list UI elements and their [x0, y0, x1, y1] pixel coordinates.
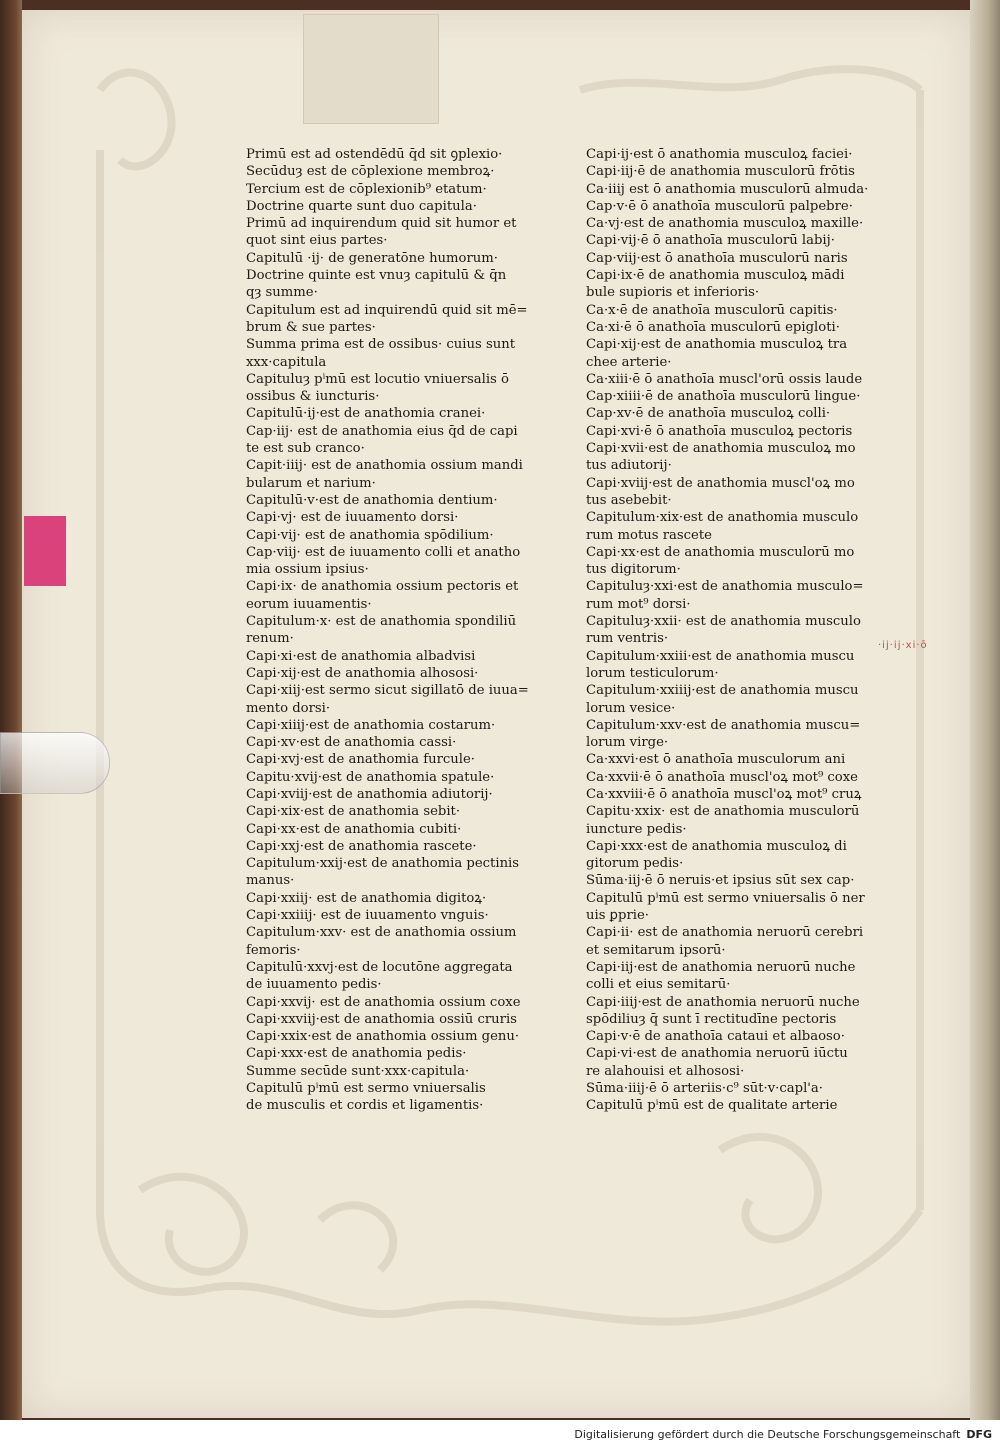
- text-line: Capi·iiij·est de anathomia neruorū nuche: [586, 994, 860, 1010]
- text-line: Capi·xiiij·est de anathomia costarum·: [246, 717, 496, 733]
- text-line: lorum testiculorum·: [586, 665, 719, 681]
- text-line: Capi·xiij·est sermo sicut sigillatō de iuua=: [246, 683, 529, 699]
- text-line: Cap·xv·ē de anathoīa musculoꝝ colli·: [586, 406, 831, 422]
- text-line: Capitulum·x· est de anathomia spondiliū: [246, 614, 517, 630]
- text-line: Capituluȝ pⁱmū est locutio vniuersalis ō: [246, 371, 509, 387]
- text-line: chee arterie·: [586, 354, 672, 370]
- text-line: Ca·vj·est de anathomia musculoꝝ maxille·: [586, 216, 864, 232]
- text-line: Doctrine quarte sunt duo capitula·: [246, 198, 477, 214]
- text-line: Capi·xij·est de anathomia musculoꝝ tra: [586, 337, 848, 353]
- text-line: qȝ summe·: [246, 285, 318, 301]
- text-line: Capitulum est ad inquirendū quid sit mē=: [246, 302, 528, 318]
- dfg-logo: DFG: [966, 1427, 992, 1441]
- text-line: Cap·viij· est de iuuamento colli et anatho: [246, 544, 521, 560]
- text-line: Capi·vj· est de iuuamento dorsi·: [246, 510, 459, 526]
- text-line: Capit·iiij· est de anathomia ossium mandi: [246, 458, 523, 474]
- text-line: Capitu·xxix· est de anathomia musculorū: [586, 804, 860, 820]
- text-line: Primū ad inquirendum quid sit humor et: [246, 216, 517, 232]
- text-line: Cap·v·ē ō anathoīa musculorū palpebre·: [586, 198, 853, 214]
- text-line: Ca·iiij est ō anathomia musculorū almuda·: [586, 181, 869, 197]
- text-line: Capi·xvi·ē ō anathoīa musculoꝝ pectoris: [586, 423, 853, 439]
- text-line: Cap·viij·est ō anathoīa musculorū naris: [586, 250, 848, 266]
- text-column-right: [586, 146, 876, 1115]
- text-line: Capi·ii· est de anathomia neruorū cerebri: [586, 925, 864, 941]
- text-line: Capi·ix·ē de anathomia musculoꝝ mādi: [586, 268, 845, 284]
- text-line: xxx·capitula: [246, 354, 327, 370]
- text-line: Ca·xi·ē ō anathoīa musculorū epigloti·: [586, 319, 840, 335]
- text-line: Capi·ij·est ō anathomia musculoꝝ faciei·: [586, 147, 853, 162]
- text-line: Capi·vij·ē ō anathoīa musculorū labij·: [586, 233, 835, 249]
- text-line: Capitulū pⁱmū est sermo vniuersalis: [246, 1081, 486, 1097]
- text-line: ossibus & iuncturis·: [246, 389, 380, 405]
- text-line: Summe secūde sunt·xxx·capitula·: [246, 1063, 470, 1079]
- text-line: Capitulū·xxvj·est de locutōne aggregata: [246, 959, 513, 975]
- page-clip: [0, 732, 110, 794]
- text-line: Capi·xxx·est de anathomia pedis·: [246, 1046, 467, 1062]
- text-line: Capi·xxix·est de anathomia ossium genu·: [246, 1029, 520, 1045]
- text-line: Secūduȝ est de cōplexione membroꝝ·: [246, 164, 495, 180]
- text-line: iuncture pedis·: [586, 821, 687, 837]
- text-line: Primū est ad ostendēdū q̄d sit ꝯplexio·: [246, 147, 503, 162]
- text-line: Capitulū·ij·est de anathomia cranei·: [246, 406, 486, 422]
- text-line: Capi·v·ē de anathoīa cataui et albaoso·: [586, 1029, 845, 1045]
- text-line: rum ventris·: [586, 631, 669, 647]
- text-line: Capi·xvj·est de anathomia furcule·: [246, 752, 475, 768]
- text-line: colli et eius semitarū·: [586, 977, 731, 993]
- text-line: Capitulum·xxv·est de anathomia muscu=: [586, 717, 861, 733]
- text-line: Tercium est de cōplexionib⁹ etatum·: [246, 181, 487, 197]
- text-line: quot sint eius partes·: [246, 233, 388, 249]
- text-line: Capi·xv·est de anathomia cassi·: [246, 735, 457, 751]
- margin-annotation: ·ij·ij·xi·ō: [878, 640, 928, 651]
- text-line: Capi·ix· de anathomia ossium pectoris et: [246, 579, 519, 595]
- text-line: Capi·xxviij·est de anathomia ossiū cruris: [246, 1011, 517, 1027]
- repair-patch: [303, 14, 439, 124]
- text-line: de musculis et cordis et ligamentis·: [246, 1098, 484, 1114]
- text-line: femoris·: [246, 942, 301, 958]
- text-line: tus digitorum·: [586, 562, 681, 578]
- bookmark-tab: [24, 516, 66, 586]
- text-line: Capitulū ·ij· de generatōne humorum·: [246, 250, 498, 266]
- text-line: Capituluȝ·xxi·est de anathomia musculo=: [586, 579, 864, 595]
- text-line: Sūma·iij·ē ō neruis·et ipsius sūt sex cap·: [586, 873, 855, 889]
- text-line: renum·: [246, 631, 294, 647]
- text-line: Capi·xxx·est de anathomia musculoꝝ di: [586, 838, 847, 854]
- text-line: Summa prima est de ossibus· cuius sunt: [246, 337, 515, 353]
- text-line: rum mot⁹ dorsi·: [586, 596, 691, 612]
- text-line: lorum virge·: [586, 735, 669, 751]
- text-line: Capitu·xvij·est de anathomia spatule·: [246, 769, 495, 785]
- text-line: mento dorsi·: [246, 700, 331, 716]
- text-line: Capi·vij· est de anathomia spōdilium·: [246, 527, 494, 543]
- text-line: Capi·xviij·est de anathomia adiutorij·: [246, 786, 493, 802]
- text-line: et semitarum ipsorū·: [586, 942, 726, 958]
- text-line: Capi·xx·est de anathomia musculorū mo: [586, 544, 855, 560]
- text-line: Capitulum·xxiii·est de anathomia muscu: [586, 648, 855, 664]
- text-line: eorum iuuamentis·: [246, 596, 372, 612]
- text-line: Capitulum·xxiiij·est de anathomia muscu: [586, 683, 859, 699]
- text-line: rum motus rascete: [586, 527, 712, 543]
- text-line: Capi·xvii·est de anathomia musculoꝝ mo: [586, 441, 856, 457]
- text-line: Capi·iij·ē de anathomia musculorū frōtis: [586, 164, 855, 180]
- text-line: Capituluȝ·xxii· est de anathomia musculo: [586, 614, 861, 630]
- footer-bar: [0, 1420, 1000, 1448]
- text-line: tus asebebit·: [586, 492, 672, 508]
- text-line: uis ꝑprie·: [586, 908, 650, 924]
- text-line: bule supioris et inferioris·: [586, 285, 760, 301]
- text-line: Capi·xxiiij· est de iuuamento vnguis·: [246, 908, 489, 924]
- text-line: Capi·xxvij· est de anathomia ossium coxe: [246, 994, 521, 1010]
- text-line: Capi·iij·est de anathomia neruorū nuche: [586, 959, 856, 975]
- text-line: Cap·iij· est de anathomia eius q̄d de capi: [246, 423, 518, 439]
- text-line: Sūma·iiij·ē ō arteriis·c⁹ sūt·v·capl'a·: [586, 1081, 823, 1097]
- text-line: Ca·xxviii·ē ō anathoīa muscl'oꝝ mot⁹ cruꝝ: [586, 786, 862, 802]
- text-line: Cap·xiiii·ē de anathoīa musculorū lingue·: [586, 389, 861, 405]
- text-line: Ca·xxvi·est ō anathoīa musculorum ani: [586, 752, 846, 768]
- text-line: Doctrine quinte est vnuȝ capitulū & q̄n: [246, 268, 507, 284]
- text-line: te est sub cranco·: [246, 441, 365, 457]
- text-line: Capi·xxj·est de anathomia rascete·: [246, 838, 477, 854]
- text-line: Ca·x·ē de anathoīa musculorū capitis·: [586, 302, 838, 318]
- text-line: Capitulū·v·est de anathomia dentium·: [246, 492, 498, 508]
- text-line: spōdiliuȝ q̄ sunt ī rectitudīne pectoris: [586, 1011, 837, 1027]
- text-line: lorum vesice·: [586, 700, 676, 716]
- text-line: Capitulum·xxij·est de anathomia pectinis: [246, 856, 520, 872]
- text-line: Capi·xix·est de anathomia sebit·: [246, 804, 461, 820]
- text-line: mia ossium ipsius·: [246, 562, 369, 578]
- text-line: Capi·xxiij· est de anathomia digitoꝝ·: [246, 890, 487, 906]
- text-line: tus adiutorij·: [586, 458, 672, 474]
- book-binding-left: [0, 0, 22, 1420]
- text-line: re alahouisi et alhososi·: [586, 1063, 745, 1079]
- text-line: manus·: [246, 873, 295, 889]
- footer-credit: Digitalisierung gefördert durch die Deutsche Forschungsgemeinschaft: [574, 1427, 961, 1441]
- text-column-left: [246, 146, 551, 1115]
- text-line: Capi·xx·est de anathomia cubiti·: [246, 821, 462, 837]
- text-line: Capitulū pⁱmū est de qualitate arterie: [586, 1098, 838, 1114]
- text-line: bularum et narium·: [246, 475, 376, 491]
- text-line: Capi·vi·est de anathomia neruorū iūctu: [586, 1046, 848, 1062]
- text-line: Ca·xiii·ē ō anathoīa muscl'orū ossis laude: [586, 371, 863, 387]
- text-line: brum & sue partes·: [246, 319, 376, 335]
- text-line: Capitulū pⁱmū est sermo vniuersalis ō ner: [586, 890, 865, 906]
- text-line: Capitulum·xix·est de anathomia musculo: [586, 510, 859, 526]
- text-line: de iuuamento pedis·: [246, 977, 382, 993]
- text-line: Capitulum·xxv· est de anathomia ossium: [246, 925, 517, 941]
- text-line: Capi·xij·est de anathomia alhososi·: [246, 665, 479, 681]
- text-line: Ca·xxvii·ē ō anathoīa muscl'oꝝ mot⁹ coxe: [586, 769, 858, 785]
- text-line: Capi·xi·est de anathomia albadvisi: [246, 648, 476, 664]
- text-line: gitorum pedis·: [586, 856, 684, 872]
- book-binding-right: [970, 0, 1000, 1420]
- text-line: Capi·xviij·est de anathomia muscl'oꝝ mo: [586, 475, 855, 491]
